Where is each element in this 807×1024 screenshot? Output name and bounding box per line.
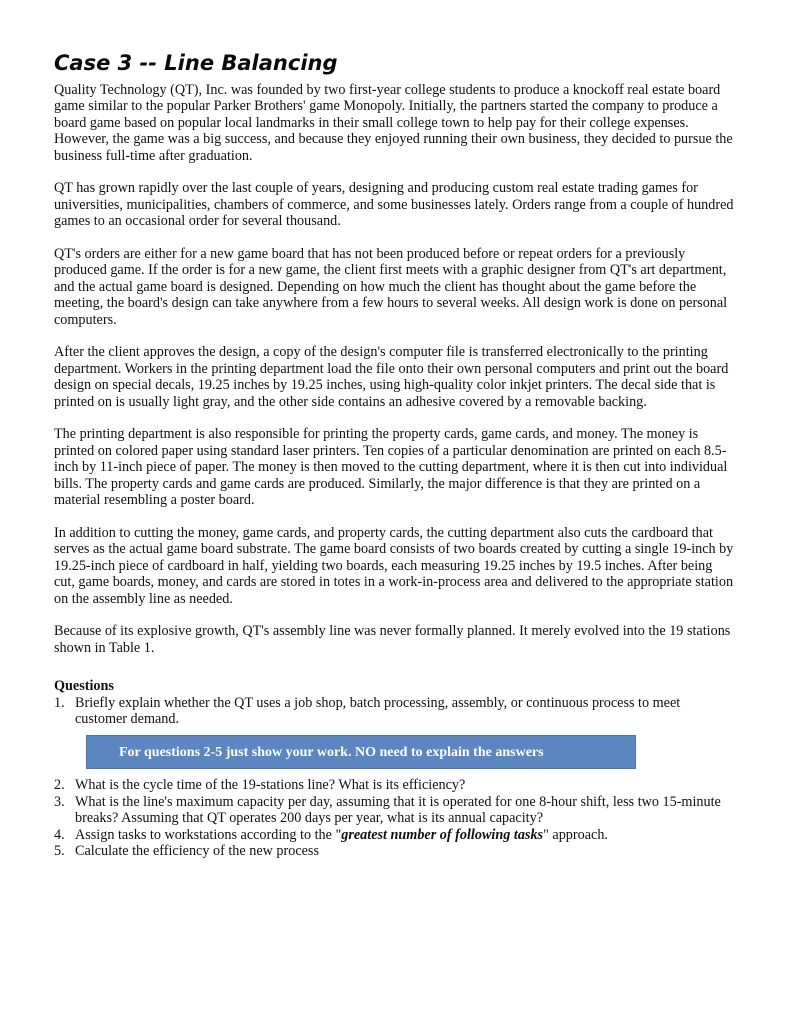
question-number: 2. bbox=[54, 777, 65, 794]
question-number: 1. bbox=[54, 694, 65, 711]
question-emphasis: greatest number of following tasks bbox=[341, 826, 544, 843]
question-text: What is the cycle time of the 19-stations line? What is its efficiency? bbox=[75, 777, 466, 794]
questions-list-continued bbox=[54, 777, 734, 859]
question-number: 3. bbox=[54, 793, 65, 810]
paragraph-printing: After the client approves the design, a copy of the design's computer file is transferred electronically to the printing department. Workers in the printing department load the file onto their own personal computers and print out the board design on special decals, 19.25 inches by 19.25 inches, using high-quality color inkjet printers. The decal side that is printed on is usually light gray, and the other side contains an adhesive covered by a removable backing. bbox=[54, 344, 729, 410]
paragraph-orders: QT's orders are either for a new game board that has not been produced before or repeat orders for a previously produced game. If the order is for a new game, the client first meets with a graphic designer from QT's art department, and the actual game board is designed. Depending on how much the client has thought about the game before the meeting, the board's design can take anywhere from a few hours to several weeks. All design work is done on personal computers. bbox=[54, 246, 728, 328]
question-text-after: " approach. bbox=[543, 826, 608, 843]
paragraph-cutting: In addition to cutting the money, game cards, and property cards, the cutting department also cuts the cardboard that serves as the actual game board substrate. The game board consists of two boards created by cutting a single 19-inch by 19.25-inch piece of cardboard in half, yielding two boards, each measuring 19.25 inches by 19.5 inches. After being cut, game boards, money, and cards are stored in totes in a work-in-process area and delivered to the appropriate station on the assembly line as needed. bbox=[54, 524, 734, 607]
question-number: 4. bbox=[54, 826, 65, 843]
question-item bbox=[54, 794, 734, 827]
question-text: What is the line's maximum capacity per day, assuming that it is operated for one 8-hour shift, less two 15-minute breaks? Assuming that QT operates 200 days per year, what is its annual capacity? bbox=[75, 793, 721, 827]
question-number: 5. bbox=[54, 842, 65, 859]
question-text bbox=[75, 827, 734, 843]
question-item bbox=[54, 827, 734, 843]
question-item bbox=[54, 843, 734, 859]
paragraph-growth: QT has grown rapidly over the last couple of years, designing and producing custom real estate trading games for universities, municipalities, chambers of commerce, and some businesses lately. Orders range from a couple of hundred games to an occasional order for several thousand. bbox=[54, 180, 734, 230]
case-title: Case 3 -- Line Balancing bbox=[54, 51, 338, 75]
document-page bbox=[54, 50, 734, 859]
instructions-banner: For questions 2-5 just show your work. NO need to explain the answers bbox=[86, 735, 636, 769]
question-item bbox=[54, 695, 734, 728]
question-text: Calculate the efficiency of the new process bbox=[75, 842, 319, 859]
questions-heading: Questions bbox=[54, 678, 114, 695]
paragraph-money-cards: The printing department is also responsible for printing the property cards, game cards, and money. The money is printed on colored paper using standard laser printers. Ten copies of a particular denomination are printed on each 8.5-inch by 11-inch piece of paper. The money is then moved to the cutting department, where it is then cut into individual bills. The property cards and game cards are produced. Similarly, the major difference is that they are printed on a material resembling a poster board. bbox=[54, 426, 728, 509]
question-item bbox=[54, 777, 734, 793]
question-text-before: Assign tasks to workstations according to the " bbox=[75, 826, 342, 843]
paragraph-founding: Quality Technology (QT), Inc. was founded by two first-year college students to produce a knockoff real estate board game similar to the popular Parker Brothers' game Monopoly. Initially, the partners started the company to produce a board game based on popular local landmarks in their small college town to help pay for their college expenses. However, the game was a big success, and because they enjoyed running their own business, they decided to pursue the business full-time after graduation. bbox=[54, 82, 733, 164]
paragraph-assembly-line: Because of its explosive growth, QT's assembly line was never formally planned. It merely evolved into the 19 stations shown in Table 1. bbox=[54, 623, 731, 656]
questions-list bbox=[54, 695, 734, 728]
question-text: Briefly explain whether the QT uses a job shop, batch processing, assembly, or continuous process to meet customer demand. bbox=[75, 694, 681, 727]
